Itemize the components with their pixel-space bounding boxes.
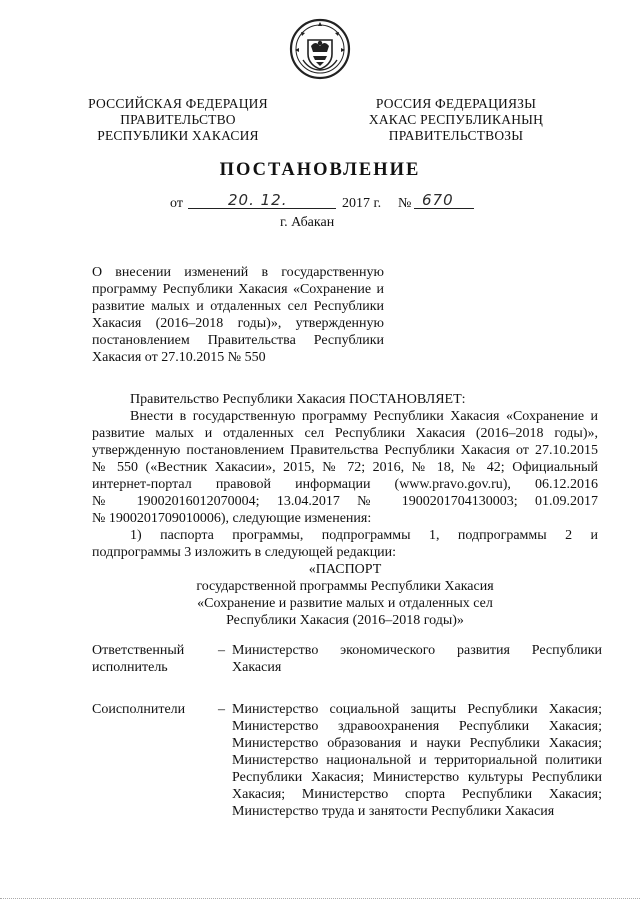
number-label: № xyxy=(398,196,412,211)
body-paragraphs xyxy=(92,391,598,629)
subject-line: О внесении изменений в государственную xyxy=(92,265,384,280)
body-line: утвержденную постановлением Правительства Республики Хакасия от 27.10.2015 xyxy=(92,443,598,458)
header-right-line: РОССИЯ ФЕДЕРАЦИЯЗЫ xyxy=(375,96,537,111)
header-khakas xyxy=(352,96,560,144)
passport-key xyxy=(92,701,212,718)
document-title: ПОСТАНОВЛЕНИЕ xyxy=(219,160,421,180)
header-left-line: ПРАВИТЕЛЬСТВО xyxy=(120,112,236,127)
passport-heading-line: государственной программы Республики Хакасия xyxy=(196,579,494,594)
header-right-line: ПРАВИТЕЛЬСТВОЗЫ xyxy=(388,128,524,143)
subject-line: Хакасия от 27.10.2015 № 550 xyxy=(92,350,266,365)
coat-of-arms-emblem xyxy=(289,18,351,80)
subject-block xyxy=(92,264,384,366)
passport-value-line: Республики Хакасия; Министерство культуры Республики xyxy=(232,770,602,785)
passport-value-line: Министерство образования и науки Республики Хакасия; xyxy=(232,736,602,751)
date-year: 2017 г. xyxy=(342,196,382,211)
passport-key xyxy=(92,642,212,676)
body-line: развитие малых и отдаленных сел Республики Хакасия (2016–2018 годы)», xyxy=(92,426,598,441)
passport-value-line: Хакасия xyxy=(232,660,282,675)
header-russian xyxy=(78,96,278,144)
body-line: 1) паспорта программы, подпрограммы 1, подпрограммы 2 и xyxy=(130,528,598,543)
passport-value-line: Хакасия; Министерство спорта Республики Хакасия; xyxy=(232,787,602,802)
body-line: № 1900201709010006), следующие изменения: xyxy=(92,511,372,526)
header-left-line: РОССИЙСКАЯ ФЕДЕРАЦИЯ xyxy=(88,96,268,111)
body-line: № 550 («Вестник Хакасии», 2015, № 72; 2016, № 18, № 42; Официальный xyxy=(92,460,598,475)
passport-value-line: Министерство труда и занятости Республики Хакасия xyxy=(232,804,555,819)
body-line: интернет-портал правовой информации (www.pravo.gov.ru), 06.12.2016 xyxy=(92,477,598,492)
passport-heading-line: «Сохранение и развитие малых и отдаленных сел xyxy=(197,596,493,611)
passport-dash: – xyxy=(218,702,225,717)
handwritten-date: 20. 12. xyxy=(228,191,288,209)
passport-value-line: Министерство экономического развития Республики xyxy=(232,643,602,658)
passport-heading-line: «ПАСПОРТ xyxy=(308,562,382,577)
body-line: Правительство Республики Хакасия ПОСТАНОВЛЯЕТ: xyxy=(130,392,466,407)
date-number-line xyxy=(170,191,490,214)
subject-line: программу Республики Хакасия «Сохранение и xyxy=(92,282,384,297)
passport-row-co-executors xyxy=(92,701,602,821)
passport-key-line: Соисполнители xyxy=(92,702,186,717)
passport-key-line: исполнитель xyxy=(92,660,168,675)
passport-heading-line: Республики Хакасия (2016–2018 годы)» xyxy=(226,613,464,628)
subject-line: постановлением Правительства Республики xyxy=(92,333,384,348)
body-line: № 19002016012070004; 13.04.2017 № 1900201704130003; 01.09.2017 xyxy=(92,494,598,509)
date-prefix: от xyxy=(170,196,183,211)
passport-key-line: Ответственный xyxy=(92,643,185,658)
passport-value-line: Министерство здравоохранения Республики Хакасия; xyxy=(232,719,602,734)
page-edge-divider xyxy=(0,898,640,899)
header-right-line: ХАКАС РЕСПУБЛИКАНЫҢ xyxy=(368,112,544,127)
handwritten-number: 670 xyxy=(422,191,454,209)
passport-value-line: Министерство социальной защиты Республики Хакасия; xyxy=(232,702,602,717)
passport-value xyxy=(232,701,602,820)
passport-value xyxy=(232,642,602,676)
subject-line: Хакасия (2016–2018 годы)», утвержденную xyxy=(92,316,384,331)
subject-line: развитие малых и отдаленных сел Республики xyxy=(92,299,384,314)
city: г. Абакан xyxy=(280,215,335,230)
passport-dash: – xyxy=(218,643,225,658)
body-line: подпрограммы 3 изложить в следующей редакции: xyxy=(92,545,397,560)
passport-value-line: Министерство национальной и территориальной политики xyxy=(232,753,602,768)
header-left-line: РЕСПУБЛИКИ ХАКАСИЯ xyxy=(97,128,259,143)
body-line: Внести в государственную программу Республики Хакасия «Сохранение и xyxy=(130,409,598,424)
passport-row-responsible xyxy=(92,642,602,682)
